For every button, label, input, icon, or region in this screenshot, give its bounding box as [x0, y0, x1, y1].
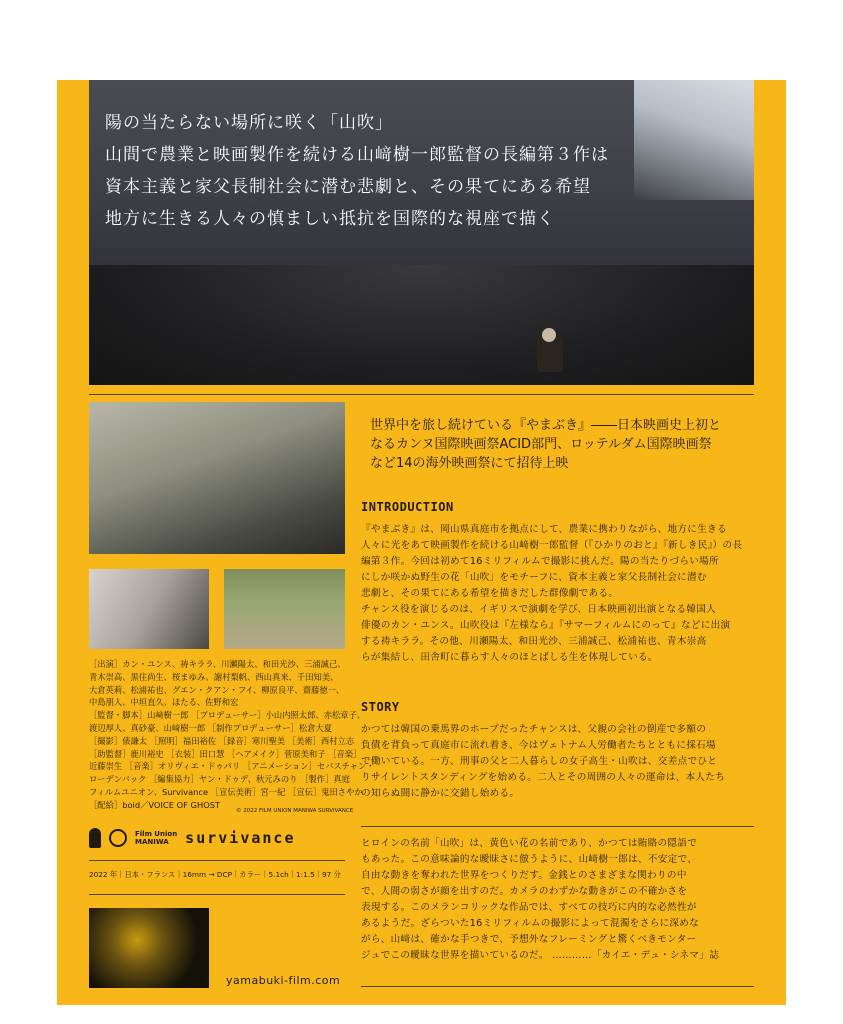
maniwa-emblem-icon — [109, 829, 127, 847]
hero-sky — [634, 80, 754, 200]
introduction-line: 人々に光をあて映画製作を続ける山﨑樹一郎監督（『ひかりのおと』『新しき民』）の長 — [361, 540, 743, 551]
introduction-line: チャンス役を演じるのは、イギリスで演劇を学び、日本映画初出演となる韓国人 — [361, 604, 717, 615]
hero-figure-head — [542, 328, 556, 342]
tagline-line-2: 山間で農業と映画製作を続ける山﨑樹一郎監督の長編第３作は — [105, 145, 609, 165]
credits-line: 大倉英莉、松浦祐也、グエン・クアン・フイ、柳原良平、齋藤徳一、 — [89, 684, 345, 695]
film-specs: 2022 年｜日本・フランス｜16mm → DCP｜カラー｜5.1ch｜1:1.5｜97 分 — [89, 870, 341, 879]
story-line: りサイレントスタンディングを始める。二人とその周囲の人々の運命は、本人たち — [361, 772, 726, 783]
introduction-line: 悲劇と、その果てにある希望を描きだした群像劇である。 — [361, 588, 619, 599]
credits-line: ［撮影］俵謙太 ［照明］福田裕佐 ［録音］寒川聖美 ［美術］西村立志 — [89, 735, 355, 746]
photo-bicycle — [89, 402, 345, 554]
lead-line: 世界中を旅し続けている『やまぶき』――日本映画史上初と — [370, 418, 722, 433]
introduction-line: にしか咲かぬ野生の花「山吹」をモチーフに、資本主義と家父長制社会に潜む — [361, 572, 707, 583]
lead-line: など14の海外映画祭にて招待上映 — [370, 456, 569, 471]
introduction-line: らが集結し、田舎町に暮らす人々のほとばしる生を体現している。 — [361, 652, 658, 663]
introduction-line: する祷キララ。その他、川瀬陽太、和田光沙、三浦誠己、松浦祐也、青木崇高 — [361, 636, 707, 647]
credits-line: ［出演］カン・ユンス、祷キララ、川瀬陽太、和田光沙、三浦誠己、 — [89, 659, 346, 669]
website-url[interactable]: yamabuki-film.com — [226, 974, 341, 987]
introduction-body — [361, 522, 758, 666]
story-heading: STORY — [361, 700, 400, 714]
story-line: 負債を背負って真庭市に流れ着き、今はヴェトナム人労働者たちとともに採石場 — [361, 740, 716, 751]
divider-review-bottom — [361, 986, 754, 987]
review-line: ヒロインの名前「山吹」は、黄色い花の名前であり、かつては賄賂の隠語で — [361, 838, 698, 849]
introduction-line: 編第３作。今回は初めて16ミリフィルムで撮影に挑んだ。陽の当たりづらい場所 — [361, 556, 719, 567]
tagline-line-3: 資本主義と家父長制社会に潜む悲劇と、その果てにある希望 — [105, 177, 591, 197]
lead-text — [370, 416, 770, 473]
tagline-line-4: 地方に生きる人々の慎ましい抵抗を国際的な視座で描く — [105, 209, 555, 229]
review-line: ジュでこの曖昧な世界を描いているのだ。 …………「カイエ・デュ・シネマ」誌 — [361, 950, 720, 961]
review-line: 表現する。このメランコリックな作品では、すべての技巧に内的な必然性が — [361, 902, 697, 913]
review-body — [361, 836, 758, 964]
review-line: がら、山﨑は、確かな手つきで、予想外なフレーミングと驚くべきモンター — [361, 934, 697, 945]
photo-interior — [89, 569, 209, 649]
copyright: © 2022 FILM UNION MANIWA SURVIVANCE — [236, 808, 354, 814]
introduction-line: 『やまぶき』は、岡山県真庭市を拠点にして、農業に携わりながら、地方に生きる — [361, 524, 727, 535]
credits-line: フィルムユニオン、Survivance ［宣伝美術］宮一紀 ［宣伝］鬼田さやか — [89, 786, 363, 797]
divider-specs-bottom — [89, 894, 345, 895]
credits-line: ［助監督］鹿川裕史 ［衣装］田口慧 ［ヘアメイク］菅原美和子 ［音楽］ — [89, 748, 362, 759]
review-line: あるようだ。ざらついた16ミリフィルムの撮影によって混濁をさらに深めな — [361, 918, 700, 929]
maniwa-text: MANIWA — [135, 838, 169, 846]
credits-line: 中島朋人、中垣直久、ほたる、佐野和宏 — [89, 697, 239, 708]
review-line: で、人間の弱さが顔を出すのだ。カメラのわずかな動きがこの不確かさを — [361, 886, 688, 897]
divider-specs-top — [89, 860, 345, 861]
credits-line: 青木崇高、黒住尚生、桜まゆみ、謝村梨帆、西山真来、千田知美、 — [89, 671, 339, 682]
divider-review-top — [361, 826, 754, 827]
review-line: もあった。この意味論的な曖昧さに倣うように、山﨑樹一郎は、不安定で、 — [361, 854, 698, 865]
film-union-maniwa-logo — [135, 830, 177, 846]
story-line: かつては韓国の乗馬界のホープだったチャンスは、父親の会社の倒産で多額の — [361, 724, 707, 735]
survivance-logo: survivance — [185, 829, 296, 847]
credits-line: ［配給］boid／VOICE OF GHOST — [89, 799, 221, 810]
tagline-line-1: 陽の当たらない場所に咲く「山吹」 — [105, 113, 393, 133]
photo-horse — [224, 569, 345, 649]
credits-line: 渡辺厚人、真砂豪、山﨑樹一郎 ［制作プロデューサー］松倉大夏 — [89, 722, 333, 733]
divider-top — [89, 394, 754, 395]
lead-line: なるカンヌ国際映画祭ACID部門、ロッテルダム国際映画祭 — [370, 437, 712, 452]
credits-line: 近藤崇生 ［音楽］オリヴィエ・ドゥパリ ［アニメーション］セバスチャン・ — [89, 761, 375, 772]
credits — [89, 658, 375, 812]
story-line: の知らぬ間に静かに交錯し始める。 — [361, 788, 520, 799]
story-line: で働いている。一方、刑事の父と二人暮らしの女子高生・山吹は、交差点でひと — [361, 756, 718, 767]
introduction-heading: INTRODUCTION — [361, 500, 454, 514]
hero-rubble — [89, 265, 754, 385]
logos — [89, 826, 295, 850]
film-union-text: Film Union — [135, 830, 178, 838]
introduction-line: 俳優のカン・ユンス。山吹役は『左様なら』『サマーフィルムにのって』などに出演 — [361, 620, 731, 631]
boid-logo-icon — [89, 828, 101, 848]
story-body — [361, 722, 758, 802]
photo-yamabuki-flowers — [89, 908, 209, 988]
credits-line: ［監督・脚本］山﨑樹一郎 ［プロデューサー］小山内照太郎、赤松章子、 — [89, 710, 366, 721]
review-line: 自由な動きを奪われた世界をつくりだす。金銭とのさまざまな関わりの中 — [361, 870, 687, 881]
credits-line: ローデンバック ［編集協力］ヤン・ドゥデ、秋元みのり ［製作］真庭 — [89, 774, 350, 785]
